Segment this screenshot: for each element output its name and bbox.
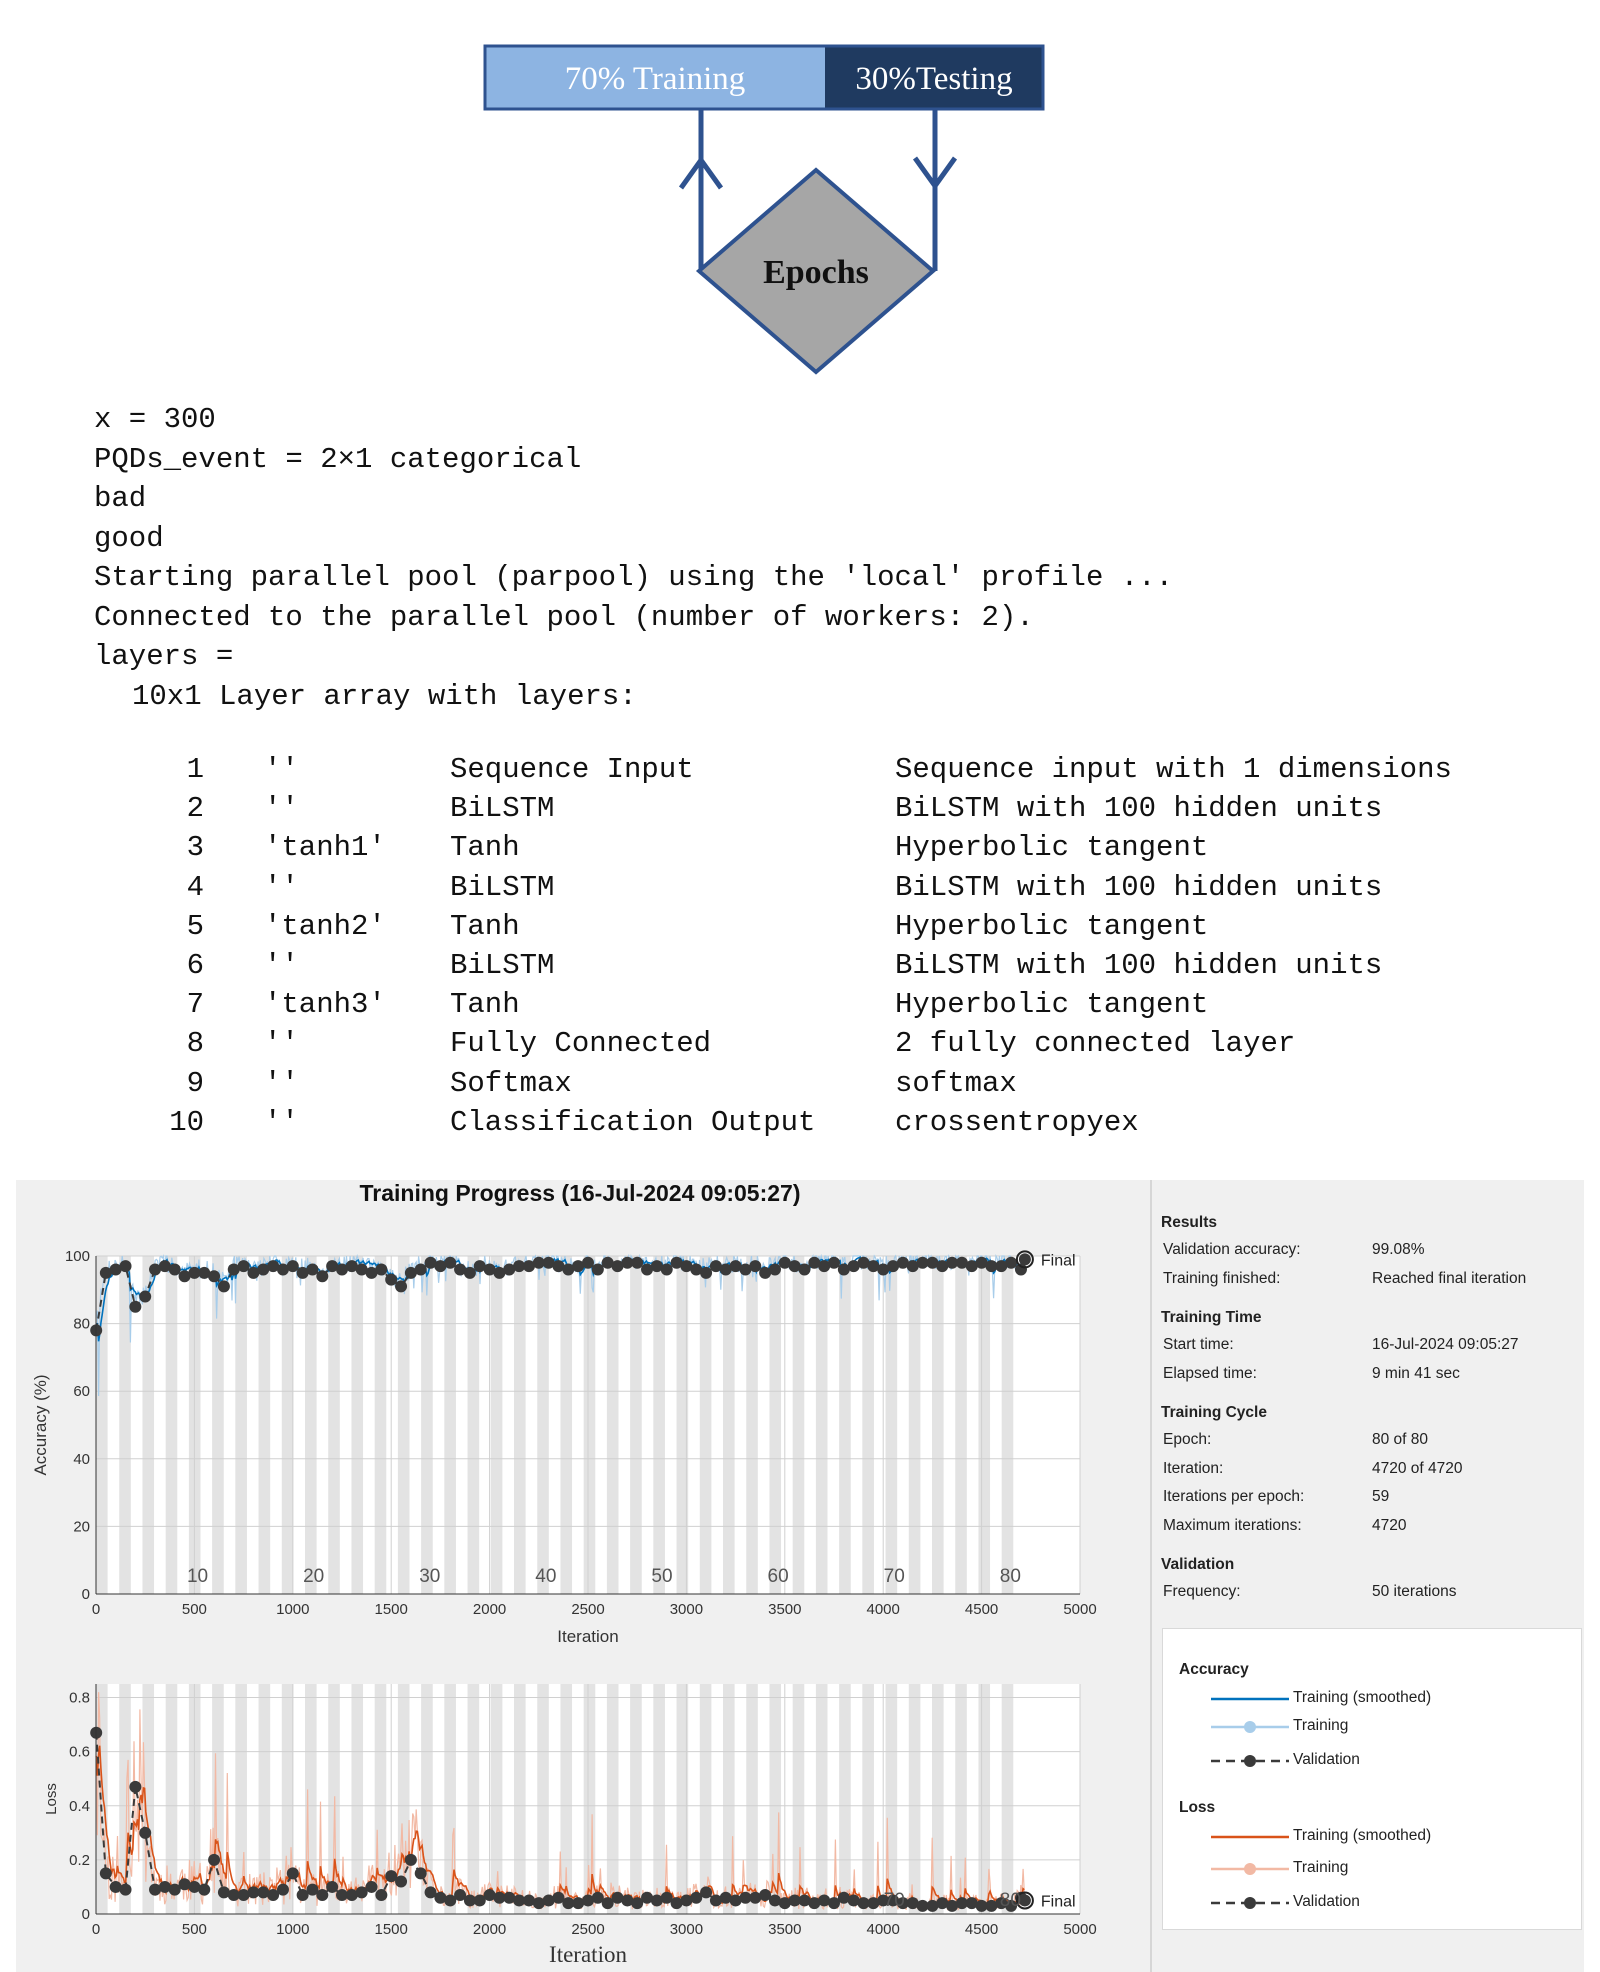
y-tick-label: 60: [73, 1383, 90, 1401]
console-line: layers =: [94, 640, 234, 673]
training-info-panel: [1161, 1210, 1581, 1607]
info-value: 50 iterations: [1372, 1583, 1457, 1600]
info-row: [1161, 1360, 1581, 1389]
x-tick-label: 1500: [374, 1921, 408, 1938]
x-axis-label: Iteration: [549, 1942, 627, 1967]
x-tick-label: 5000: [1063, 1921, 1097, 1938]
epoch-band: [816, 1684, 828, 1914]
layer-name: '': [264, 948, 299, 982]
y-axis-label: Accuracy (%): [31, 1374, 50, 1476]
info-row: [1161, 1236, 1581, 1265]
layer-name: 'tanh3': [264, 988, 386, 1022]
legend-loss-training: [1211, 1857, 1571, 1881]
info-row: [1161, 1483, 1581, 1512]
layer-name: '': [264, 792, 299, 826]
layer-row: [94, 946, 1574, 985]
info-row: [1161, 1331, 1581, 1360]
y-tick-label: 80: [73, 1315, 90, 1333]
info-gap: [1161, 1540, 1581, 1552]
info-row: [1161, 1455, 1581, 1484]
layer-table: [94, 750, 1574, 1142]
x-tick-label: 2000: [472, 1921, 507, 1938]
y-tick-label: 0.4: [69, 1797, 90, 1815]
layer-description: 2 fully connected layer: [895, 1027, 1296, 1061]
layer-row: [94, 1064, 1574, 1103]
epoch-band: [607, 1684, 619, 1914]
layer-row: [94, 789, 1574, 828]
validation-point: [405, 1854, 417, 1866]
info-label: Iteration:: [1163, 1459, 1224, 1477]
info-gap: [1161, 1293, 1581, 1305]
epoch-label: 80: [999, 1890, 1021, 1911]
console-line: PQDs_event = 2×1 categorical: [94, 442, 582, 476]
y-tick-label: 0: [81, 1586, 90, 1603]
info-heading-training-time: Training Time: [1161, 1309, 1262, 1326]
epochs-label: Epochs: [763, 254, 869, 291]
epoch-label: 20: [303, 1566, 325, 1587]
epoch-band: [723, 1684, 735, 1914]
layer-type: Fully Connected: [450, 1027, 712, 1061]
info-label: Maximum iterations:: [1163, 1516, 1302, 1534]
layer-type: Sequence Input: [450, 753, 694, 786]
y-tick-label: 40: [73, 1450, 90, 1468]
legend-loss-validation-label: Validation: [1293, 1893, 1360, 1910]
layer-description: softmax: [895, 1066, 1017, 1100]
epoch-band: [909, 1684, 921, 1914]
layer-type: BiLSTM: [450, 870, 555, 904]
legend-accuracy-heading: Accuracy: [1179, 1661, 1249, 1678]
training-split-label: 70% Training: [564, 61, 746, 97]
epoch-label: 40: [535, 1566, 557, 1587]
loss-chart: [16, 1180, 1146, 1972]
layer-description: Hyperbolic tangent: [895, 909, 1209, 943]
validation-point: [700, 1886, 712, 1898]
x-tick-label: 3000: [669, 1601, 704, 1618]
epoch-band: [468, 1684, 480, 1914]
layer-type: BiLSTM: [450, 948, 555, 982]
validation-point: [208, 1854, 220, 1866]
chart-legend: [1162, 1628, 1582, 1930]
layer-row: [94, 750, 1574, 789]
layer-array-label: 10x1 Layer array with layers:: [132, 679, 637, 713]
layer-index: 4: [186, 870, 204, 904]
epoch-label: 60: [767, 1566, 789, 1587]
info-heading-results: Results: [1161, 1214, 1217, 1231]
info-value: 9 min 41 sec: [1372, 1364, 1460, 1382]
info-label: Training finished:: [1163, 1269, 1281, 1287]
console-line: bad: [94, 482, 147, 515]
y-tick-label: 20: [73, 1518, 90, 1536]
epoch-band: [491, 1684, 503, 1914]
validation-point: [120, 1884, 132, 1896]
info-value: 4720: [1372, 1516, 1407, 1534]
layer-name: 'tanh1': [264, 831, 386, 865]
panel-divider: [1150, 1180, 1152, 1972]
layer-index: 1: [186, 753, 204, 786]
x-axis-label: Iteration: [557, 1627, 619, 1646]
layer-description: Hyperbolic tangent: [895, 831, 1209, 865]
epoch-label: 70: [883, 1890, 905, 1911]
data-split-diagram: [0, 0, 1600, 390]
final-label: Final: [1040, 1252, 1076, 1270]
x-tick-label: 5000: [1063, 1601, 1097, 1618]
epoch-band: [444, 1684, 456, 1914]
validation-point: [100, 1867, 112, 1879]
y-tick-label: 0.6: [69, 1743, 90, 1761]
layer-row: [94, 1024, 1574, 1063]
layer-row: [94, 907, 1574, 946]
y-tick-label: 100: [64, 1248, 90, 1265]
epoch-label: 50: [651, 1566, 673, 1587]
x-tick-label: 4000: [866, 1601, 900, 1618]
info-label: Epoch:: [1163, 1431, 1212, 1448]
x-tick-label: 4500: [964, 1601, 999, 1618]
epoch-band: [514, 1684, 526, 1914]
legend-loss-smoothed: [1211, 1825, 1571, 1849]
x-tick-label: 2500: [571, 1601, 605, 1618]
legend-acc-validation: [1211, 1749, 1571, 1773]
layer-type: BiLSTM: [450, 792, 555, 826]
epoch-label: 10: [186, 1566, 209, 1587]
legend-acc-validation-label: Validation: [1293, 1751, 1360, 1768]
layer-row: [94, 868, 1574, 907]
final-label: Final: [1040, 1893, 1076, 1911]
legend-acc-smoothed: [1211, 1687, 1571, 1711]
epoch-band: [630, 1684, 642, 1914]
layer-name: '': [264, 1105, 299, 1139]
layer-description: crossentropyex: [895, 1105, 1139, 1139]
y-tick-label: 0: [81, 1906, 90, 1923]
layer-name: '': [264, 1027, 299, 1061]
epoch-band: [700, 1684, 712, 1914]
layer-name: '': [264, 753, 299, 786]
x-tick-label: 1000: [276, 1601, 310, 1618]
info-value: 59: [1372, 1488, 1390, 1505]
info-label: Frequency:: [1163, 1583, 1241, 1600]
epoch-band: [862, 1684, 874, 1914]
layer-index: 3: [186, 831, 204, 865]
x-tick-label: 4500: [964, 1921, 999, 1938]
epoch-band: [653, 1684, 665, 1914]
command-window-output: [94, 400, 1574, 1139]
epoch-band: [839, 1684, 851, 1914]
validation-point: [287, 1867, 299, 1879]
x-tick-label: 3500: [768, 1601, 802, 1618]
x-tick-label: 500: [181, 1921, 207, 1938]
console-line: x = 300: [94, 403, 216, 436]
layer-type: Tanh: [450, 909, 520, 943]
info-label: Start time:: [1163, 1336, 1234, 1353]
testing-split-label: 30%Testing: [855, 61, 1013, 97]
console-line: Starting parallel pool (parpool) using the 'local' profile ...: [94, 561, 1173, 594]
validation-point: [326, 1881, 338, 1893]
layer-index: 8: [186, 1027, 204, 1061]
layer-type: Softmax: [450, 1066, 572, 1100]
x-tick-label: 0: [91, 1921, 101, 1938]
training-progress-title: Training Progress (16-Jul-2024 09:05:27): [359, 1180, 801, 1206]
layer-row: [94, 985, 1574, 1024]
layer-description: Hyperbolic tangent: [895, 988, 1209, 1022]
x-tick-label: 0: [91, 1601, 101, 1618]
info-value: 99.08%: [1372, 1241, 1425, 1258]
layer-index: 7: [186, 988, 204, 1022]
validation-point: [366, 1881, 378, 1893]
legend-loss-smoothed-label: Training (smoothed): [1293, 1827, 1432, 1844]
legend-loss-training-label: Training: [1293, 1859, 1349, 1876]
info-row: [1161, 1265, 1581, 1294]
epoch-band: [351, 1684, 363, 1914]
x-tick-label: 1000: [276, 1921, 310, 1938]
info-label: Iterations per epoch:: [1163, 1488, 1305, 1505]
layer-index: 6: [186, 948, 204, 982]
layer-description: BiLSTM with 100 hidden units: [895, 948, 1383, 982]
info-heading-validation: Validation: [1161, 1556, 1235, 1573]
layer-index: 2: [186, 792, 204, 826]
validation-point: [198, 1884, 210, 1896]
layer-description: Sequence input with 1 dimensions: [895, 753, 1452, 786]
info-label: Validation accuracy:: [1163, 1241, 1301, 1258]
validation-point: [415, 1867, 427, 1879]
epoch-label: 80: [999, 1566, 1021, 1587]
layer-description: BiLSTM with 100 hidden units: [895, 870, 1383, 904]
info-gap: [1161, 1388, 1581, 1400]
console-line: good: [94, 521, 164, 555]
layer-name: '': [264, 870, 299, 904]
console-line: Connected to the parallel pool (number of workers: 2).: [94, 600, 1034, 634]
epoch-band: [746, 1684, 758, 1914]
info-row: [1161, 1512, 1581, 1541]
layer-description: BiLSTM with 100 hidden units: [895, 792, 1383, 826]
y-tick-label: 0.8: [69, 1689, 90, 1707]
validation-point: [129, 1781, 141, 1793]
epoch-label: 70: [883, 1566, 905, 1587]
validation-point: [139, 1827, 151, 1839]
legend-acc-training: [1211, 1715, 1571, 1739]
info-value: Reached final iteration: [1372, 1269, 1527, 1287]
validation-point: [277, 1884, 289, 1896]
info-row: [1161, 1578, 1581, 1607]
legend-loss-validation: [1211, 1891, 1571, 1915]
layer-row: [94, 828, 1574, 867]
layer-name: 'tanh2': [264, 909, 386, 943]
legend-acc-smoothed-label: Training (smoothed): [1293, 1689, 1432, 1706]
legend-loss-heading: Loss: [1179, 1799, 1216, 1816]
layer-index: 9: [186, 1066, 204, 1100]
layer-row: [94, 1103, 1574, 1142]
validation-point: [375, 1889, 387, 1901]
info-value: 80 of 80: [1372, 1431, 1429, 1448]
layer-name: '': [264, 1066, 299, 1100]
validation-point: [316, 1889, 328, 1901]
layer-index: 10: [169, 1105, 204, 1139]
epoch-band: [793, 1684, 805, 1914]
training-progress-window: [16, 1180, 1584, 1972]
layer-type: Tanh: [450, 831, 520, 865]
validation-point: [395, 1876, 407, 1888]
x-tick-label: 2500: [571, 1921, 605, 1938]
x-tick-label: 3000: [669, 1921, 704, 1938]
x-tick-label: 4000: [866, 1921, 900, 1938]
epoch-band: [537, 1684, 549, 1914]
x-tick-label: 3500: [768, 1921, 802, 1938]
legend-acc-training-label: Training: [1293, 1717, 1349, 1734]
info-value: 4720 of 4720: [1372, 1459, 1463, 1477]
epoch-band: [932, 1684, 944, 1914]
epoch-band: [1002, 1684, 1014, 1914]
info-label: Elapsed time:: [1163, 1364, 1257, 1382]
x-tick-label: 2000: [472, 1601, 507, 1618]
layer-type: Tanh: [450, 988, 520, 1022]
y-tick-label: 0.2: [69, 1851, 90, 1869]
layer-type: Classification Output: [450, 1105, 816, 1139]
epoch-label: 30: [419, 1566, 441, 1587]
y-axis-label: Loss: [43, 1783, 60, 1815]
x-tick-label: 500: [181, 1601, 207, 1618]
x-tick-label: 1500: [374, 1601, 408, 1618]
info-row: [1161, 1426, 1581, 1455]
info-heading-training-cycle: Training Cycle: [1161, 1404, 1267, 1421]
layer-index: 5: [186, 909, 204, 943]
info-value: 16-Jul-2024 09:05:27: [1372, 1336, 1519, 1353]
